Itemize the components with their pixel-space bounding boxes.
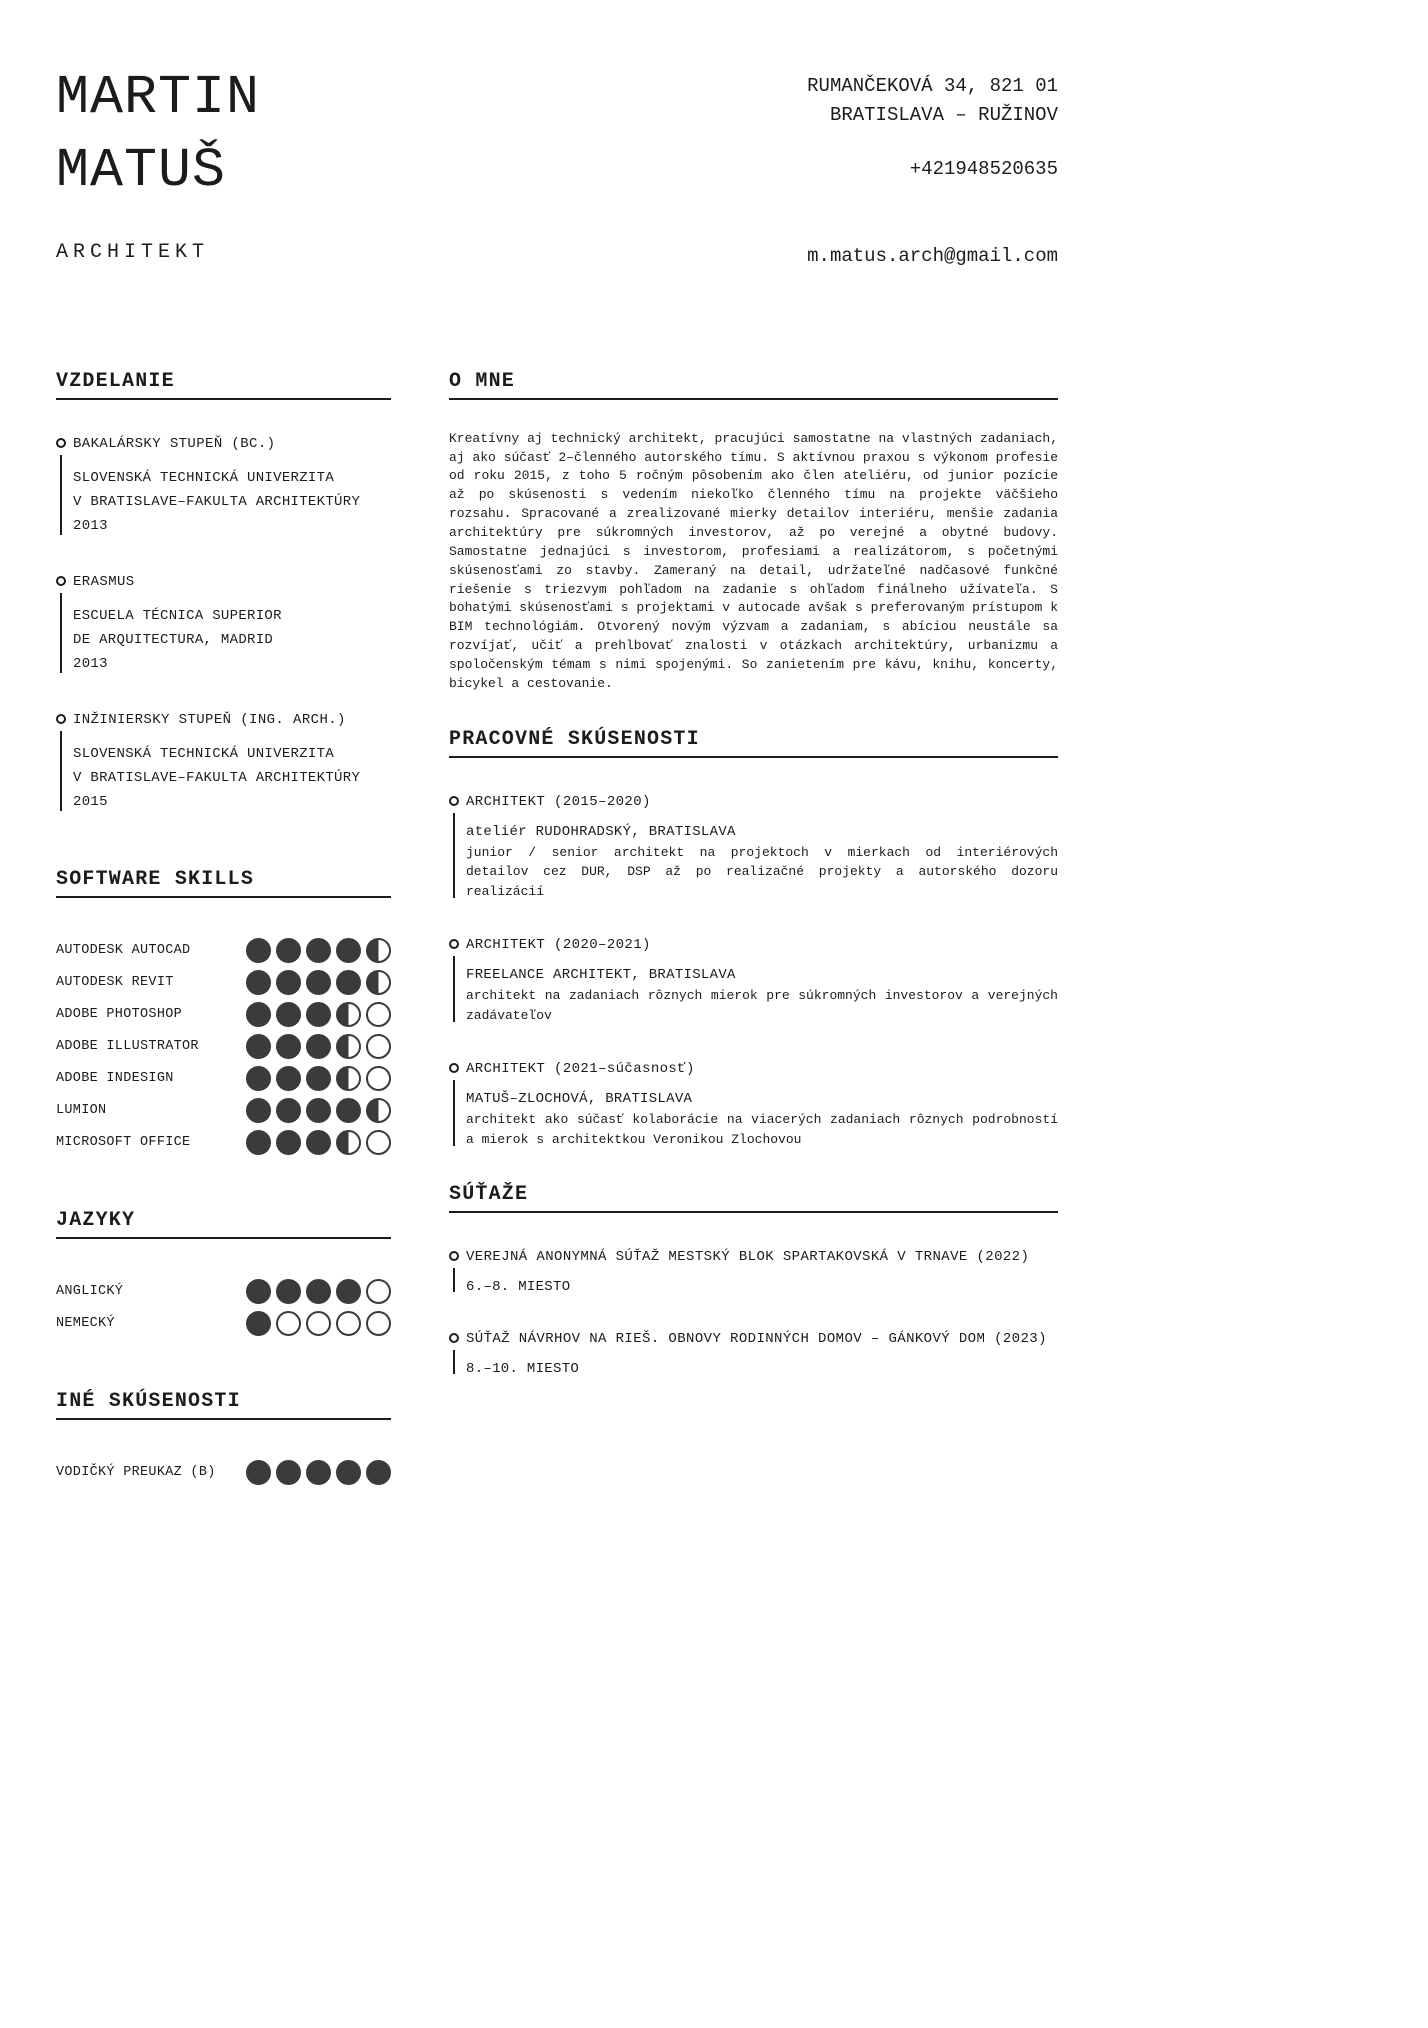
education-entry	[56, 712, 391, 814]
timeline-bullet-icon	[449, 796, 459, 806]
competition-result: 6.–8. MIESTO	[466, 1279, 571, 1296]
language-list	[56, 1279, 391, 1336]
rating-dot-icon	[336, 1311, 361, 1336]
education-detail-line: V BRATISLAVE–FAKULTA ARCHITEKTÚRY	[73, 493, 361, 510]
timeline-line	[453, 813, 455, 899]
education-entry	[56, 574, 391, 676]
timeline-line	[453, 1350, 455, 1374]
timeline-bullet-icon	[56, 714, 66, 724]
contact-block	[807, 62, 1058, 272]
first-name: MARTIN	[56, 66, 261, 129]
other-skill-list	[56, 1460, 391, 1485]
rating-dot-icon	[246, 1460, 271, 1485]
rating-dot-icon	[276, 1279, 301, 1304]
rating-dot-icon	[246, 1002, 271, 1027]
section-languages	[56, 1209, 391, 1336]
language-row	[56, 1311, 391, 1336]
education-detail-line: SLOVENSKÁ TECHNICKÁ UNIVERZITA	[73, 469, 335, 486]
skill-label: LUMION	[56, 1103, 107, 1119]
skill-row	[56, 1098, 391, 1123]
education-degree: INŽINIERSKY STUPEŇ (ING. ARCH.)	[73, 712, 346, 729]
skill-row	[56, 970, 391, 995]
skill-label: ADOBE ILLUSTRATOR	[56, 1039, 199, 1055]
competition-name: SÚŤAŽ NÁVRHOV NA RIEŠ. OBNOVY RODINNÝCH DOMOV – GÁNKOVÝ DOM (2023)	[466, 1331, 1047, 1348]
rating-dot-icon	[276, 970, 301, 995]
section-experience	[449, 728, 1058, 1150]
rating-dot-icon	[336, 1098, 361, 1123]
education-degree: BAKALÁRSKY STUPEŇ (BC.)	[73, 435, 276, 452]
skill-rating	[246, 970, 391, 995]
rating-dot-icon	[366, 1002, 391, 1027]
experience-position: ARCHITEKT (2015–2020)	[466, 793, 651, 810]
rating-dot-icon	[246, 1311, 271, 1336]
section-other-skills	[56, 1390, 391, 1485]
skill-rating	[246, 1130, 391, 1155]
rating-dot-icon	[306, 1279, 331, 1304]
languages-section-title: JAZYKY	[56, 1209, 391, 1239]
other-skills-section-title: INÉ SKÚSENOSTI	[56, 1390, 391, 1420]
rating-dot-icon	[276, 1130, 301, 1155]
competition-details	[466, 1279, 1058, 1295]
rating-dot-icon	[306, 1460, 331, 1485]
timeline-bullet-icon	[56, 438, 66, 448]
rating-dot-icon	[276, 938, 301, 963]
experience-entry	[449, 794, 1058, 902]
experience-company: MATUŠ–ZLOCHOVÁ, BRATISLAVA	[466, 1091, 693, 1108]
rating-dot-icon	[366, 938, 391, 963]
address-line-1: RUMANČEKOVÁ 34, 821 01	[807, 75, 1058, 97]
education-details	[73, 604, 391, 676]
skill-label: AUTODESK REVIT	[56, 975, 174, 991]
rating-dot-icon	[246, 938, 271, 963]
rating-dot-icon	[336, 938, 361, 963]
rating-dot-icon	[366, 1034, 391, 1059]
experience-description: architekt ako súčasť kolaborácie na viacerých zadaniach rôznych podrobností a mierok s architektkou Veronikou Zlochovou	[466, 1112, 1058, 1147]
language-row	[56, 1279, 391, 1304]
skill-row	[56, 1066, 391, 1091]
content-columns	[56, 370, 1058, 1486]
rating-dot-icon	[306, 1066, 331, 1091]
rating-dot-icon	[306, 1098, 331, 1123]
software-section-title: SOFTWARE SKILLS	[56, 868, 391, 898]
header	[56, 62, 1058, 272]
identity-block	[56, 62, 260, 264]
timeline-line	[60, 731, 62, 811]
last-name: MATUŠ	[56, 138, 227, 202]
timeline-line	[60, 455, 62, 535]
address-line-2: BRATISLAVA – RUŽINOV	[829, 104, 1058, 127]
education-details	[73, 742, 391, 814]
rating-dot-icon	[276, 1002, 301, 1027]
rating-dot-icon	[336, 1130, 361, 1155]
skill-label: MICROSOFT OFFICE	[56, 1135, 191, 1151]
rating-dot-icon	[366, 1098, 391, 1123]
competition-result: 8.–10. MIESTO	[466, 1361, 580, 1378]
education-year: 2013	[73, 656, 108, 673]
experience-entry	[449, 1061, 1058, 1149]
education-entry	[56, 436, 391, 538]
language-label: NEMECKÝ	[56, 1316, 115, 1332]
email-address: m.matus.arch@gmail.com	[807, 245, 1058, 268]
left-column	[56, 370, 391, 1486]
other-skill-row	[56, 1460, 391, 1485]
experience-list	[449, 794, 1058, 1150]
rating-dot-icon	[336, 1279, 361, 1304]
section-education	[56, 370, 391, 815]
competition-list	[449, 1249, 1058, 1377]
skill-label: AUTODESK AUTOCAD	[56, 943, 191, 959]
role-title: ARCHITEKT	[56, 241, 210, 265]
section-software-skills	[56, 868, 391, 1155]
section-competitions	[449, 1183, 1058, 1377]
rating-dot-icon	[336, 1034, 361, 1059]
experience-entry	[449, 937, 1058, 1025]
skill-label: ADOBE PHOTOSHOP	[56, 1007, 183, 1023]
education-detail-line: DE ARQUITECTURA, MADRID	[73, 632, 274, 649]
experience-company: FREELANCE ARCHITEKT, BRATISLAVA	[466, 967, 736, 984]
experience-details	[466, 824, 1058, 902]
experience-company: ateliér RUDOHRADSKÝ, BRATISLAVA	[466, 823, 736, 840]
skill-row	[56, 1130, 391, 1155]
language-rating	[246, 1279, 391, 1304]
rating-dot-icon	[366, 1460, 391, 1485]
skill-rating	[246, 1098, 391, 1123]
software-skill-list	[56, 938, 391, 1155]
rating-dot-icon	[246, 970, 271, 995]
rating-dot-icon	[306, 938, 331, 963]
education-list	[56, 436, 391, 815]
name	[56, 62, 260, 207]
language-label: ANGLICKÝ	[56, 1284, 124, 1300]
experience-description: junior / senior architekt na projektoch v mierkach od interiérových detailov cez DUR, DSP až po realizačné projekty a autorského dozoru realizácií	[466, 844, 1058, 899]
rating-dot-icon	[246, 1279, 271, 1304]
phone-number: +421948520635	[909, 157, 1058, 180]
competition-details	[466, 1361, 1058, 1377]
rating-dot-icon	[276, 1311, 301, 1336]
education-detail-line: V BRATISLAVE–FAKULTA ARCHITEKTÚRY	[73, 770, 361, 787]
rating-dot-icon	[306, 970, 331, 995]
timeline-line	[453, 1080, 455, 1146]
rating-dot-icon	[366, 1130, 391, 1155]
rating-dot-icon	[246, 1098, 271, 1123]
education-details	[73, 466, 391, 538]
rating-dot-icon	[336, 1002, 361, 1027]
rating-dot-icon	[366, 1311, 391, 1336]
education-degree: ERASMUS	[73, 573, 135, 590]
skill-rating	[246, 1066, 391, 1091]
skill-label: ADOBE INDESIGN	[56, 1071, 174, 1087]
experience-description: architekt na zadaniach rôznych mierok pre súkromných investorov a verejných zadávateľov	[466, 988, 1058, 1023]
timeline-line	[453, 956, 455, 1022]
rating-dot-icon	[246, 1130, 271, 1155]
experience-details	[466, 1091, 1058, 1149]
timeline-line	[453, 1268, 455, 1292]
rating-dot-icon	[366, 1066, 391, 1091]
skill-rating	[246, 938, 391, 963]
about-text: Kreatívny aj technický architekt, pracujúci samostatne na vlastných zadaniach, aj ako súčasť 2–členného autorského tímu. S aktívnou praxou s výkonom profesie od roku 2015, z toho 5 ročným pôsobením ako člen ateliéru, od junior pozície až po skúsenosti s vedením niekoľko členného tímu na projekte väčšieho rozsahu. Spracované a zrealizované mierky detailov interiéru, menšie zadania architektúry pre súkromných investorov, až po verejné a obytné budovy. Samostatne jednajúci s investorom, profesiami a realizátorom, s početnými skúsenosťami zo stavby. Zameraný na detail, udržateľné nadčasové funkčné riešenie s triezvym pohľadom na zadanie s ohľadom finálneho užívateľa. S bohatými skúsenosťami s projektami v autocade avšak s preferovaným prístupom k BIM technológiám. Otvorený novým výzvam a zadaniam, s abíciou neustále sa rozvíjať, učiť a prehlbovať znalosti v otázkach architektúry, urbanizmu a spoločenským témam s nimi spojenými. So zanietením pre kávu, knihu, koncerty, bicykel a cestovanie.	[449, 430, 1058, 691]
timeline-bullet-icon	[449, 939, 459, 949]
rating-dot-icon	[246, 1034, 271, 1059]
skill-rating	[246, 1034, 391, 1059]
timeline-line	[60, 593, 62, 673]
timeline-bullet-icon	[449, 1333, 459, 1343]
education-section-title: VZDELANIE	[56, 370, 391, 400]
rating-dot-icon	[306, 1034, 331, 1059]
rating-dot-icon	[246, 1066, 271, 1091]
skill-row	[56, 938, 391, 963]
language-rating	[246, 1311, 391, 1336]
education-year: 2015	[73, 794, 108, 811]
education-detail-line: ESCUELA TÉCNICA SUPERIOR	[73, 607, 282, 624]
section-about	[449, 370, 1058, 694]
competition-entry	[449, 1249, 1058, 1295]
rating-dot-icon	[276, 1034, 301, 1059]
rating-dot-icon	[366, 970, 391, 995]
rating-dot-icon	[336, 970, 361, 995]
rating-dot-icon	[336, 1460, 361, 1485]
rating-dot-icon	[306, 1311, 331, 1336]
skill-row	[56, 1034, 391, 1059]
timeline-bullet-icon	[449, 1063, 459, 1073]
about-section-title: O MNE	[449, 370, 1058, 400]
other-skill-label: VODIČKÝ PREUKAZ (B)	[56, 1465, 216, 1481]
rating-dot-icon	[306, 1002, 331, 1027]
right-column	[449, 370, 1058, 1486]
competition-name: VEREJNÁ ANONYMNÁ SÚŤAŽ MESTSKÝ BLOK SPARTAKOVSKÁ V TRNAVE (2022)	[466, 1249, 1030, 1266]
competitions-section-title: SÚŤAŽE	[449, 1183, 1058, 1213]
skill-row	[56, 1002, 391, 1027]
experience-section-title: PRACOVNÉ SKÚSENOSTI	[449, 728, 1058, 758]
rating-dot-icon	[276, 1098, 301, 1123]
skill-rating	[246, 1002, 391, 1027]
competition-entry	[449, 1331, 1058, 1377]
education-detail-line: SLOVENSKÁ TECHNICKÁ UNIVERZITA	[73, 746, 335, 763]
timeline-bullet-icon	[449, 1251, 459, 1261]
rating-dot-icon	[336, 1066, 361, 1091]
other-skill-rating	[246, 1460, 391, 1485]
education-year: 2013	[73, 517, 108, 534]
experience-position: ARCHITEKT (2021–súčasnosť)	[466, 1061, 695, 1078]
rating-dot-icon	[366, 1279, 391, 1304]
experience-details	[466, 967, 1058, 1025]
rating-dot-icon	[276, 1066, 301, 1091]
experience-position: ARCHITEKT (2020–2021)	[466, 937, 651, 954]
rating-dot-icon	[276, 1460, 301, 1485]
rating-dot-icon	[306, 1130, 331, 1155]
timeline-bullet-icon	[56, 576, 66, 586]
